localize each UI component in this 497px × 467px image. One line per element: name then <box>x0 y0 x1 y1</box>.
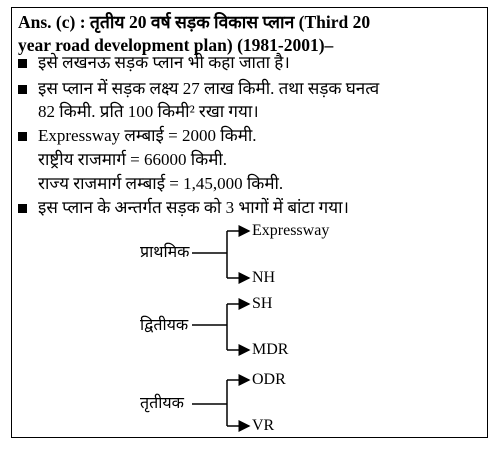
group-3-top: ODR <box>252 371 286 388</box>
title-line-1: Ans. (c) : तृतीय 20 वर्ष सड़क विकास प्लान (Third 20 <box>18 12 371 32</box>
group-2-connector <box>192 304 249 350</box>
bullet-2-line-1: इस प्लान में सड़क लक्ष्य 27 लाख किमी. तथा सड़क घनत्व <box>38 79 380 98</box>
title-line-2: year road development plan) (1981-2001)– <box>18 35 334 55</box>
group-3-name: तृतीयक <box>140 395 184 412</box>
bullet-3-line-1: Expressway लम्बाई = 2000 किमी. <box>38 126 257 145</box>
group-1-bottom: NH <box>252 269 276 286</box>
group-2-name: द्वितीयक <box>140 317 189 334</box>
answer-box <box>11 7 488 438</box>
group-1-top: Expressway <box>252 222 330 239</box>
bullet-4-line-1: इस प्लान के अन्तर्गत सड़क को 3 भागों में बांटा गया। <box>38 198 349 217</box>
group-2-bottom: MDR <box>252 341 289 358</box>
group-2-top: SH <box>252 295 273 312</box>
group-3-bottom: VR <box>252 417 275 434</box>
group-1-name: प्राथमिक <box>140 244 190 261</box>
group-3-connector <box>192 380 249 426</box>
bullet-1-line-1: इसे लखनऊ सड़क प्लान भी कहा जाता है। <box>38 53 290 72</box>
classification-diagram <box>12 8 489 439</box>
bullet-2-line-2: 82 किमी. प्रति 100 किमी² रखा गया। <box>38 102 259 121</box>
bullet-3-line-2: राष्ट्रीय राजमार्ग = 66000 किमी. <box>38 150 228 169</box>
group-1-connector <box>192 231 249 278</box>
bullet-3-line-3: राज्य राजमार्ग लम्बाई = 1,45,000 किमी. <box>38 174 284 193</box>
